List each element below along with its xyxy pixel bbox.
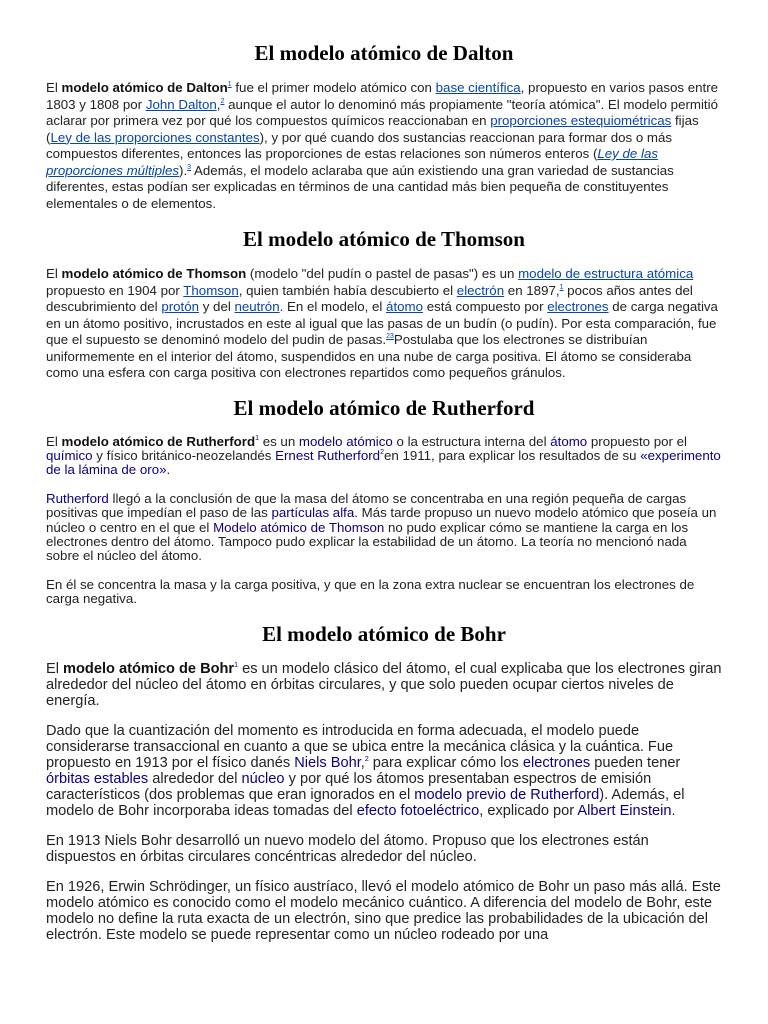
text: ). Además, el modelo de Bohr incorporaba ideas tomadas del [46, 786, 685, 819]
text: . En el modelo, el [279, 299, 387, 314]
text: aunque el autor lo denominó más propiamente "teoría atómica". El modelo permitió aclarar por primera vez por qué los compuestos químicos reaccionaban en [46, 96, 718, 128]
link-particulas-alfa[interactable]: partículas alfa [271, 505, 355, 521]
bold-term: modelo atómico de Bohr [63, 660, 235, 677]
text: , propuesto en varios pasos entre 1803 y 1808 por [46, 80, 719, 112]
link-base-cientifica[interactable]: base científica [435, 80, 521, 95]
text: llegó a la conclusión de que la masa del átomo se concentraba en una región pequeña de cargas positivas que impedían el paso de las [46, 490, 687, 521]
section-rutherford [46, 435, 722, 607]
link-albert-einstein[interactable]: Albert Einstein [577, 802, 672, 819]
text: en 1911, para explicar los resultados de su [383, 447, 641, 463]
link-modelo-estructura-atomica[interactable]: modelo de estructura atómica [518, 266, 694, 281]
text: El [46, 433, 62, 449]
link-ley-proporciones-multiples[interactable]: Ley de las proporciones múltiples [46, 146, 659, 178]
text: fijas ( [46, 113, 699, 145]
link-neutron[interactable]: neutrón [234, 299, 280, 314]
text: . [671, 802, 676, 819]
footnote-link[interactable]: 2 [380, 448, 384, 456]
text: pueden tener [590, 754, 681, 771]
footnote-link[interactable]: 1 [227, 81, 232, 88]
text: Dado que la cuantización del momento es introducida en forma adecuada, el modelo puede considerarse transaccional en cuanto a que se ubica entre la mecánica clásica y la cuántica. Fue propuesto en 1913 por el físico danés [46, 722, 674, 771]
link-nucleo[interactable]: núcleo [241, 770, 285, 787]
link-quimico[interactable]: químico [46, 447, 93, 463]
section-title-dalton: El modelo atómico de Dalton [254, 41, 514, 65]
link-rutherford[interactable]: Rutherford [46, 490, 109, 506]
text: para explicar cómo los [368, 754, 523, 771]
text: . [166, 462, 171, 478]
bold-term: modelo atómico de Dalton [61, 80, 228, 95]
paragraph-rutherford-1 [46, 435, 722, 478]
footnote-link[interactable]: 23 [386, 333, 394, 340]
text: ), y por qué cuando dos sustancias reaccionan para formar dos o más compuestos diferentes, entonces las proporciones de estas relaciones son números enteros ( [46, 129, 673, 161]
text: propuesto en 1904 por [46, 282, 184, 298]
paragraph-bohr-1 [46, 661, 722, 709]
footnote-link[interactable]: 2 [364, 755, 369, 763]
text: pocos años antes del descubrimiento del [46, 282, 693, 314]
text: . Más tarde propuso un nuevo modelo atómico que poseía un núcleo o centro en el que el [46, 505, 717, 535]
link-experimento-lamina-oro[interactable]: «experimento de la lámina de oro» [46, 447, 721, 478]
text: no pudo explicar cómo se mantiene la carga en los electrones dentro del átomo. Tampoco pudo explicar la estabilidad de un átomo. La teoría no mencionó nada sobre el núcleo del átomo. [46, 519, 689, 564]
text: Además, el modelo aclaraba que aún existiendo una gran variedad de sustancias diferentes, estas podían ser explicadas en términos de una cantidad más bien pequeña de constituyentes elementales o de elementos. [46, 162, 674, 211]
section-title-rutherford: El modelo atómico de Rutherford [233, 395, 535, 420]
text: y físico británico-neozelandés [92, 447, 276, 463]
text: o la estructura interna del [392, 433, 551, 449]
text: es un modelo clásico del átomo, el cual explicaba que los electrones giran alrededor del núcleo del átomo en órbitas circulares, y que solo pueden ocupar ciertos niveles de energía. [46, 660, 722, 709]
paragraph-rutherford-2 [46, 492, 722, 564]
link-orbitas-estables[interactable]: órbitas estables [46, 770, 149, 787]
section-title-bohr: El modelo atómico de Bohr [262, 621, 506, 646]
text: , [360, 754, 365, 771]
text: , explicado por [479, 802, 578, 819]
link-proton[interactable]: protón [161, 299, 200, 314]
link-modelo-atomico-thomson[interactable]: Modelo atómico de Thomson [213, 519, 385, 535]
text: , [216, 96, 221, 112]
footnote-link[interactable]: 1 [255, 434, 259, 442]
text: Postulaba que los electrones se distribuían uniformemente en el interior del átomo, suspendidos en una nube de carga positiva. El átomo se consideraba como una esfera con carga positiva con electrones repartidos como pequeños gránulos. [46, 332, 692, 380]
link-modelo-atomico[interactable]: modelo atómico [298, 433, 393, 449]
text: , quien también había descubierto el [238, 282, 457, 298]
link-electrones[interactable]: electrones [522, 754, 591, 771]
link-electron[interactable]: electrón [456, 282, 505, 298]
text: alrededor del [148, 770, 242, 787]
text: está compuesto por [423, 299, 548, 314]
footnote-link[interactable]: 3 [187, 163, 192, 171]
link-proporciones-estequiometricas[interactable]: proporciones estequiométricas [490, 113, 672, 128]
text: y por qué los átomos presentaban espectros de emisión característicos (dos problemas que eran ignorados en el [46, 770, 652, 803]
paragraph-bohr-4: En 1926, Erwin Schrödinger, un físico austríaco, llevó el modelo atómico de Bohr un paso más allá. Este modelo atómico es conocido como el modelo mecánico cuántico. A diferencia del modelo de Bohr, este modelo no define la ruta exacta de un electrón, sino que predice las probabilidades de la ubicación del electrón. Este modelo se puede representar como un núcleo rodeado por una [46, 878, 721, 943]
link-niels-bohr[interactable]: Niels Bohr [294, 754, 361, 771]
link-ernest-rutherford[interactable]: Ernest Rutherford [275, 447, 381, 463]
text: y del [199, 299, 235, 314]
paragraph-bohr-3: En 1913 Niels Bohr desarrolló un nuevo modelo del átomo. Propuso que los electrones están dispuestos en órbitas circulares concéntricas alrededor del núcleo. [46, 832, 649, 865]
section-title-thomson: El modelo atómico de Thomson [243, 227, 525, 251]
link-electrones[interactable]: electrones [547, 299, 609, 314]
text: de carga negativa en un átomo positivo, incrustados en este al igual que las pasas de un budín (o pudín). Por esta comparación, fue que el supuesto se denominó modelo del pudin de pasas. [46, 299, 718, 347]
paragraph-thomson [46, 266, 722, 382]
text: en 1897, [504, 282, 560, 298]
bold-term: modelo atómico de Thomson [61, 266, 247, 281]
text: es un [259, 433, 299, 449]
link-john-dalton[interactable]: John Dalton [145, 96, 217, 112]
text: propuesto por el [587, 433, 687, 449]
text: (modelo "del pudín o pastel de pasas") es un [246, 266, 519, 281]
section-bohr [46, 661, 722, 943]
text: fue el primer modelo atómico con [231, 80, 436, 95]
link-atomo[interactable]: átomo [386, 299, 424, 314]
link-modelo-previo-rutherford[interactable]: modelo previo de Rutherford [414, 786, 600, 803]
text: ). [179, 162, 188, 178]
link-thomson[interactable]: Thomson [183, 282, 239, 298]
bold-term: modelo atómico de Rutherford [61, 433, 256, 449]
link-ley-proporciones-constantes[interactable]: Ley de las proporciones constantes [50, 129, 260, 145]
text: El [46, 80, 62, 95]
link-efecto-fotoelectrico[interactable]: efecto fotoeléctrico [356, 802, 480, 819]
footnote-link[interactable]: 1 [559, 283, 564, 291]
paragraph-bohr-2 [46, 723, 722, 819]
footnote-link[interactable]: 1 [234, 661, 239, 669]
text: El [46, 266, 62, 281]
text: El [46, 660, 64, 677]
paragraph-rutherford-3: En él se concentra la masa y la carga positiva, y que en la zona extra nuclear se encuentran los electrones de carga negativa. [46, 576, 695, 607]
paragraph-dalton [46, 80, 722, 212]
footnote-link[interactable]: 2 [220, 97, 225, 105]
link-atomo[interactable]: átomo [550, 433, 588, 449]
